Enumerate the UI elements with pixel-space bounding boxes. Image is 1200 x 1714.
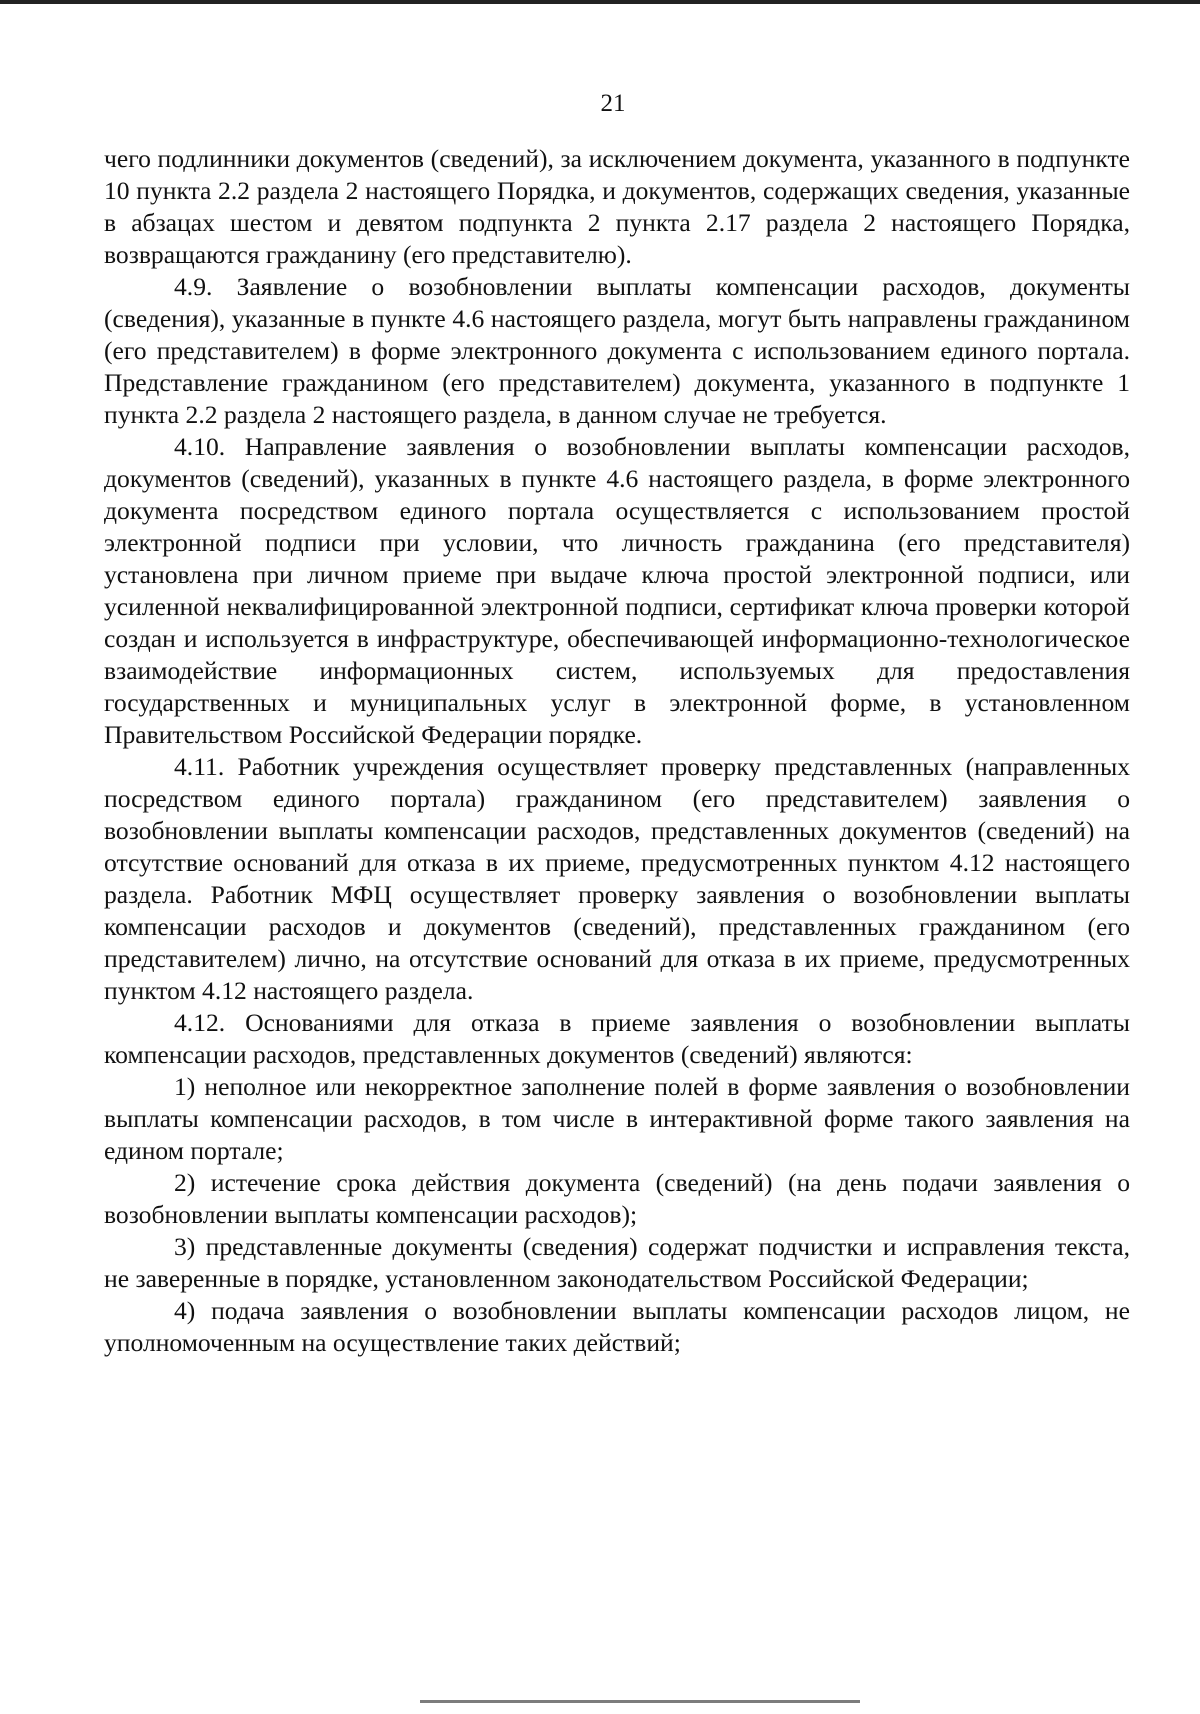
list-item-3: 3) представленные документы (сведения) содержат подчистки и исправления текста, не заверенные в порядке, установленном законодательством Российской Федерации; [104,1232,1130,1293]
paragraph-4-9: 4.9. Заявление о возобновлении выплаты компенсации расходов, документы (сведения), указанные в пункте 4.6 настоящего раздела, могут быть направлены гражданином (его представителем) в форме электронного документа с использованием единого портала. Представление гражданином (его представителем) документа, указанного в подпункте 1 пункта 2.2 раздела 2 настоящего раздела, в данном случае не требуется. [104,272,1130,429]
scan-edge-bottom [420,1700,860,1703]
paragraph-4-11: 4.11. Работник учреждения осуществляет проверку представленных (направленных посредством единого портала) гражданином (его представителем) заявления о возобновлении выплаты компенсации расходов, представленных документов (сведений) на отсутствие оснований для отказа в их приеме, предусмотренных пунктом 4.12 настоящего раздела. Работник МФЦ осуществляет проверку заявления о возобновлении выплаты компенсации расходов и документов (сведений), представленных гражданином (его представителем) лично, на отсутствие оснований для отказа в их приеме, предусмотренных пунктом 4.12 настоящего раздела. [104,752,1130,1005]
scan-edge-top [0,0,1200,4]
paragraph-continuation: чего подлинники документов (сведений), за исключением документа, указанного в подпункте 10 пункта 2.2 раздела 2 настоящего Порядка, и документов, содержащих сведения, указанные в абзацах шестом и девятом подпункта 2 пункта 2.17 раздела 2 настоящего Порядка, возвращаются гражданину (его представителю). [104,144,1130,269]
list-item-1: 1) неполное или некорректное заполнение полей в форме заявления о возобновлении выплаты компенсации расходов, в том числе в интерактивной форме такого заявления на едином портале; [104,1072,1130,1165]
list-item-2: 2) истечение срока действия документа (сведений) (на день подачи заявления о возобновлении выплаты компенсации расходов); [104,1168,1130,1229]
page-number: 21 [600,90,626,117]
paragraph-4-10: 4.10. Направление заявления о возобновлении выплаты компенсации расходов, документов (сведений), указанных в пункте 4.6 настоящего раздела, в форме электронного документа посредством единого портала осуществляется с использованием простой электронной подписи при условии, что личность гражданина (его представителя) установлена при личном приеме при выдаче ключа простой электронной подписи, или усиленной неквалифицированной электронной подписи, сертификат ключа проверки которой создан и используется в инфраструктуре, обеспечивающей информационно-технологическое взаимодействие информационных систем, используемых для предоставления государственных и муниципальных услуг в электронной форме, в установленном Правительством Российской Федерации порядке. [104,432,1130,749]
list-item-4: 4) подача заявления о возобновлении выплаты компенсации расходов лицом, не уполномоченным на осуществление таких действий; [104,1296,1130,1357]
paragraph-4-12: 4.12. Основаниями для отказа в приеме заявления о возобновлении выплаты компенсации расходов, представленных документов (сведений) являются: [104,1008,1130,1069]
document-body [104,143,1130,1359]
